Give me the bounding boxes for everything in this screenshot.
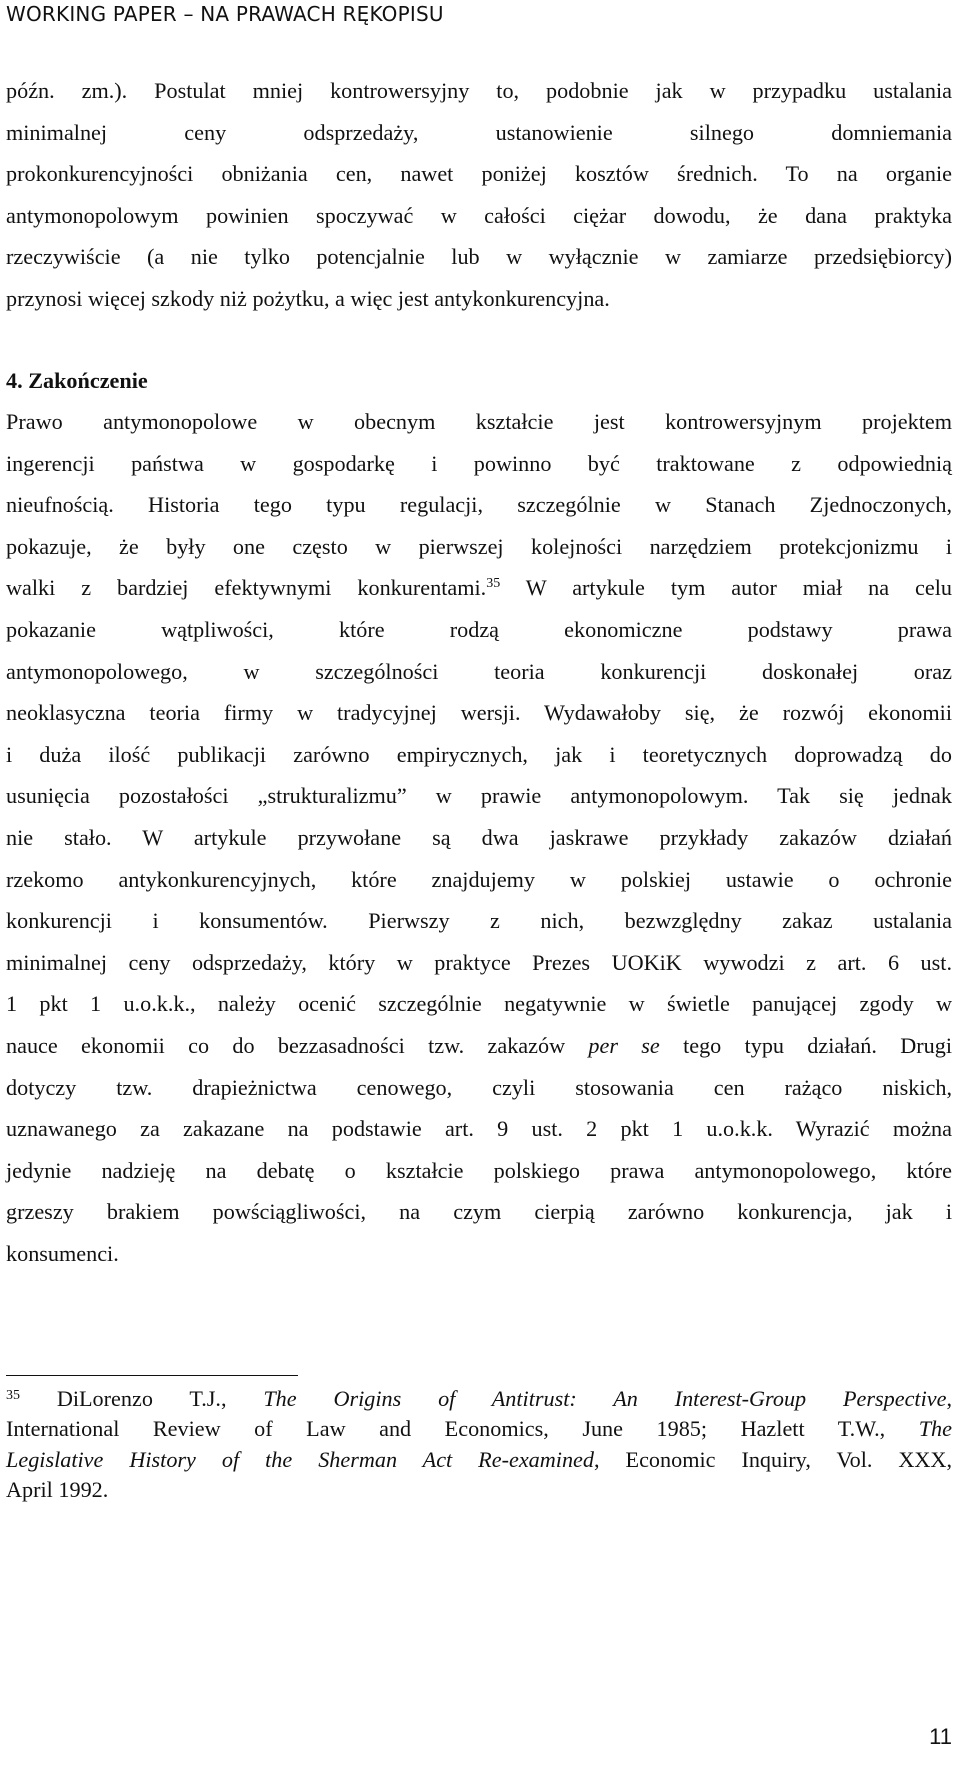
- text-line: 1 pkt 1 u.o.k.k., należy ocenić szczególnie negatywnie w świetle panującej zgody w: [6, 991, 952, 1017]
- page-number: 11: [929, 1724, 952, 1749]
- text-fragment: walki z bardziej efektywnymi konkurentami.: [6, 575, 487, 601]
- text-line: pokazanie wątpliwości, które rodzą ekonomiczne podstawy prawa: [6, 616, 952, 642]
- footnote-number: 35: [6, 1388, 20, 1403]
- text-line: pokazuje, że były one często w pierwszej kolejności narzędziem protekcjonizmu i: [6, 533, 952, 559]
- text-fragment: tego typu działań. Drugi: [659, 1032, 952, 1058]
- footnote-divider: [6, 1375, 298, 1376]
- footnote-text: DiLorenzo T.J.,: [20, 1386, 264, 1411]
- footnote-ref[interactable]: 35: [486, 576, 501, 592]
- text-line: konsumenci.: [6, 1240, 119, 1266]
- text-line: prokonkurencyjności obniżania cen, nawet poniżej kosztów średnich. To na organie: [6, 161, 952, 187]
- text-line: [6, 567, 952, 609]
- text-fragment: W artykule tym autor miał na celu: [500, 575, 952, 601]
- text-line: późn. zm.). Postulat mniej kontrowersyjny to, podobnie jak w przypadku ustalania: [6, 78, 952, 103]
- footnote-line: [6, 1414, 952, 1444]
- footnote-title: The: [918, 1416, 952, 1442]
- text-line: dotyczy tzw. drapieżnictwa cenowego, czyli stosowania cen rażąco niskich,: [6, 1074, 952, 1100]
- text-line: antymonopolowym powinien spoczywać w całości ciężar dowodu, że dana praktyka: [6, 202, 952, 228]
- paragraph-conclusion: [6, 401, 952, 1274]
- text-line: minimalnej ceny odsprzedaży, ustanowienie silnego domniemania: [6, 119, 952, 145]
- running-header: WORKING PAPER – NA PRAWACH RĘKOPISU: [6, 2, 444, 26]
- footnote-title: Legislative History of the Sherman Act Re-examined: [6, 1446, 594, 1472]
- text-line: grzeszy brakiem powściągliwości, na czym cierpią zarówno konkurencja, jak i: [6, 1199, 952, 1225]
- text-line: antymonopolowego, w szczególności teoria konkurencji doskonałej oraz: [6, 658, 952, 684]
- text-line: rzeczywiście (a nie tylko potencjalnie lub w wyłącznie w zamiarze przedsiębiorcy): [6, 244, 952, 270]
- text-line: Prawo antymonopolowe w obecnym kształcie jest kontrowersyjnym projektem: [6, 409, 952, 434]
- text-line: przynosi więcej szkody niż pożytku, a więc jest antykonkurencyjna.: [6, 285, 610, 311]
- text-line: [6, 1025, 952, 1067]
- footnote-title: The Origins of Antitrust: An Interest-Group Perspective: [263, 1386, 947, 1411]
- footnote-text: , Economic Inquiry, Vol. XXX,: [594, 1446, 953, 1472]
- italic-term: per se: [588, 1032, 660, 1058]
- section-heading: 4. Zakończenie: [6, 368, 148, 393]
- footnote: [6, 1384, 952, 1506]
- text-line: neoklasyczna teoria firmy w tradycyjnej wersji. Wydawałoby się, że rozwój ekonomii: [6, 700, 952, 726]
- footnote-line: [6, 1445, 952, 1475]
- text-line: konkurencji i konsumentów. Pierwszy z nich, bezwzględny zakaz ustalania: [6, 908, 952, 934]
- text-line: rzekomo antykonkurencyjnych, które znajdujemy w polskiej ustawie o ochronie: [6, 866, 952, 892]
- text-line: i duża ilość publikacji zarówno empirycznych, jak i teoretycznych doprowadzą do: [6, 741, 952, 767]
- text-line: ingerencji państwa w gospodarkę i powinno być traktowane z odpowiednią: [6, 450, 952, 476]
- text-line: uznawanego za zakazane na podstawie art. 9 ust. 2 pkt 1 u.o.k.k. Wyrazić można: [6, 1116, 952, 1142]
- footnote-text: International Review of Law and Economics, June 1985; Hazlett T.W.,: [6, 1416, 919, 1442]
- text-fragment: nauce ekonomii co do bezzasadności tzw. zakazów: [6, 1032, 589, 1058]
- text-line: nieufnością. Historia tego typu regulacji, szczególnie w Stanach Zjednoczonych,: [6, 492, 952, 518]
- footnote-text: ,: [946, 1386, 952, 1411]
- paragraph-continuation: [6, 70, 952, 320]
- footnote-line: [6, 1384, 952, 1414]
- footnote-line: April 1992.: [6, 1477, 109, 1503]
- text-line: usunięcia pozostałości „strukturalizmu” w prawie antymonopolowym. Tak się jednak: [6, 783, 952, 809]
- text-line: jedynie nadzieję na debatę o kształcie polskiego prawa antymonopolowego, które: [6, 1157, 952, 1183]
- text-line: minimalnej ceny odsprzedaży, który w praktyce Prezes UOKiK wywodzi z art. 6 ust.: [6, 949, 952, 975]
- text-line: nie stało. W artykule przywołane są dwa jaskrawe przykłady zakazów działań: [6, 824, 952, 850]
